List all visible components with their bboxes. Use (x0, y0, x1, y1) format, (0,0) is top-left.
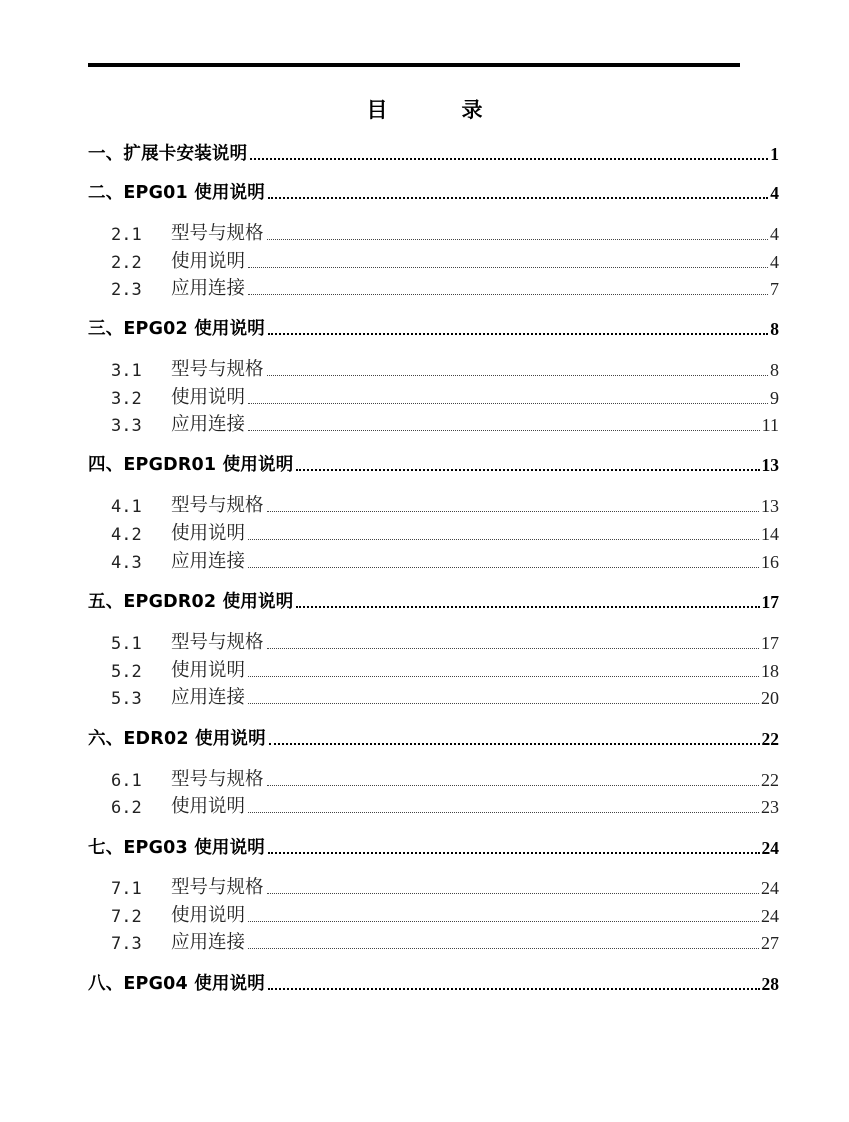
toc-entry-label: 应用连接 (171, 551, 246, 572)
toc-leader-dots (248, 676, 759, 677)
toc-page-number: 27 (761, 933, 779, 953)
toc-leader-dots (267, 785, 759, 786)
toc-section-number: 6.1 (111, 771, 142, 791)
toc-page-number: 24 (761, 878, 779, 898)
toc-section-number: 4.2 (111, 525, 142, 545)
toc-page-number: 8 (770, 360, 779, 380)
toc-section-number: 4.3 (111, 553, 142, 573)
toc-page-number: 13 (761, 496, 779, 516)
toc-section-entry[interactable] (111, 685, 779, 709)
toc-leader-dots (248, 539, 759, 540)
toc-entry-label: 型号与规格 (171, 495, 264, 516)
toc-entry-label: 使用说明 (171, 251, 246, 272)
toc-entry-label: 应用连接 (171, 414, 246, 435)
toc-page-number: 23 (761, 797, 779, 817)
toc-section-entry[interactable] (111, 357, 779, 381)
toc-page-number: 9 (770, 388, 779, 408)
toc-leader-dots (248, 403, 768, 404)
toc-leader-dots (268, 852, 760, 854)
toc-entry-label: 型号与规格 (171, 632, 264, 653)
toc-leader-dots (250, 158, 768, 160)
toc-section-number: 2.3 (111, 280, 142, 300)
toc-entry-label: 一、扩展卡安装说明 (88, 144, 248, 164)
toc-page-number: 28 (761, 974, 779, 994)
toc-leader-dots (267, 239, 768, 240)
toc-leader-dots (248, 567, 759, 568)
toc-leader-dots (296, 606, 759, 608)
toc-page-number: 24 (761, 838, 779, 858)
toc-title-right: 录 (461, 98, 483, 122)
toc-page-number: 4 (770, 183, 779, 203)
toc-page-number: 1 (770, 144, 779, 164)
toc-entry-label: 三、EPG02 使用说明 (88, 319, 265, 339)
toc-page-number: 22 (761, 770, 779, 790)
toc-section-number: 3.3 (111, 416, 142, 436)
toc-entry-label: 使用说明 (171, 660, 246, 681)
toc-entry-label: 使用说明 (171, 523, 246, 544)
toc-section-entry[interactable] (111, 875, 779, 899)
toc-entry-label: 型号与规格 (171, 877, 264, 898)
toc-page-number: 17 (761, 633, 779, 653)
toc-leader-dots (248, 812, 759, 813)
toc-section-number: 7.1 (111, 879, 142, 899)
toc-section-number: 5.2 (111, 662, 142, 682)
toc-entry-label: 七、EPG03 使用说明 (88, 838, 265, 858)
toc-entry-label: 应用连接 (171, 278, 246, 299)
toc-section-entry[interactable] (111, 549, 779, 573)
toc-leader-dots (267, 511, 759, 512)
toc-page-number: 16 (761, 552, 779, 572)
toc-page-number: 4 (770, 252, 779, 272)
toc-page-number: 18 (761, 661, 779, 681)
toc-page-number: 20 (761, 688, 779, 708)
toc-section-entry[interactable] (111, 930, 779, 954)
toc-section-number: 7.3 (111, 934, 142, 954)
toc-page-number: 13 (761, 455, 779, 475)
toc-section-entry[interactable] (111, 794, 779, 818)
toc-entry-label: 型号与规格 (171, 769, 264, 790)
toc-section-entry[interactable] (111, 493, 779, 517)
toc-chapter-entry[interactable] (88, 452, 779, 476)
toc-entry-label: 使用说明 (171, 905, 246, 926)
toc-section-number: 7.2 (111, 907, 142, 927)
toc-chapter-entry[interactable] (88, 726, 779, 750)
toc-entry-label: 使用说明 (171, 387, 246, 408)
toc-section-entry[interactable] (111, 412, 779, 436)
toc-section-entry[interactable] (111, 630, 779, 654)
toc-leader-dots (248, 267, 768, 268)
toc-entry-label: 应用连接 (171, 932, 246, 953)
toc-leader-dots (268, 197, 768, 199)
toc-section-entry[interactable] (111, 767, 779, 791)
toc-entry-label: 六、EDR02 使用说明 (88, 729, 266, 749)
toc-leader-dots (268, 333, 768, 335)
toc-leader-dots (248, 921, 759, 922)
toc-page-number: 14 (761, 524, 779, 544)
toc-entry-label: 应用连接 (171, 687, 246, 708)
toc-page-number: 4 (770, 224, 779, 244)
toc-leader-dots (268, 988, 760, 990)
toc-leader-dots (267, 648, 759, 649)
toc-leader-dots (269, 743, 760, 745)
toc-section-number: 5.3 (111, 689, 142, 709)
toc-section-number: 4.1 (111, 497, 142, 517)
toc-entry-label: 型号与规格 (171, 223, 264, 244)
toc-section-entry[interactable] (111, 385, 779, 409)
toc-title-left: 目 (366, 98, 388, 122)
toc-entry-label: 四、EPGDR01 使用说明 (88, 455, 294, 475)
toc-section-number: 3.2 (111, 389, 142, 409)
toc-section-entry[interactable] (111, 521, 779, 545)
toc-section-entry[interactable] (111, 903, 779, 927)
toc-section-entry[interactable] (111, 249, 779, 273)
toc-page-number: 22 (761, 729, 779, 749)
toc-entry-label: 型号与规格 (171, 359, 264, 380)
toc-page-number: 7 (770, 279, 779, 299)
toc-section-number: 3.1 (111, 361, 142, 381)
toc-section-number: 5.1 (111, 634, 142, 654)
toc-entry-label: 二、EPG01 使用说明 (88, 183, 265, 203)
toc-section-number: 6.2 (111, 798, 142, 818)
toc-chapter-entry[interactable] (88, 971, 779, 995)
toc-entry-label: 八、EPG04 使用说明 (88, 974, 265, 994)
toc-section-entry[interactable] (111, 221, 779, 245)
toc-page-number: 24 (761, 906, 779, 926)
toc-leader-dots (248, 703, 759, 704)
toc-leader-dots (248, 430, 760, 431)
toc-leader-dots (248, 294, 768, 295)
toc-leader-dots (267, 375, 768, 376)
toc-chapter-entry[interactable] (88, 835, 779, 859)
toc-leader-dots (296, 469, 759, 471)
toc-page-number: 11 (761, 415, 779, 435)
toc-chapter-entry[interactable] (88, 316, 779, 340)
toc-section-number: 2.2 (111, 253, 142, 273)
toc-leader-dots (267, 893, 759, 894)
toc-page-number: 8 (770, 319, 779, 339)
toc-section-entry[interactable] (111, 658, 779, 682)
toc-entry-label: 五、EPGDR02 使用说明 (88, 592, 294, 612)
toc-chapter-entry[interactable] (88, 589, 779, 613)
toc-section-number: 2.1 (111, 225, 142, 245)
toc-section-entry[interactable] (111, 276, 779, 300)
toc-leader-dots (248, 948, 759, 949)
toc-entry-label: 使用说明 (171, 796, 246, 817)
toc-chapter-entry[interactable] (88, 141, 779, 165)
toc-chapter-entry[interactable] (88, 180, 779, 204)
toc-page-number: 17 (761, 592, 779, 612)
